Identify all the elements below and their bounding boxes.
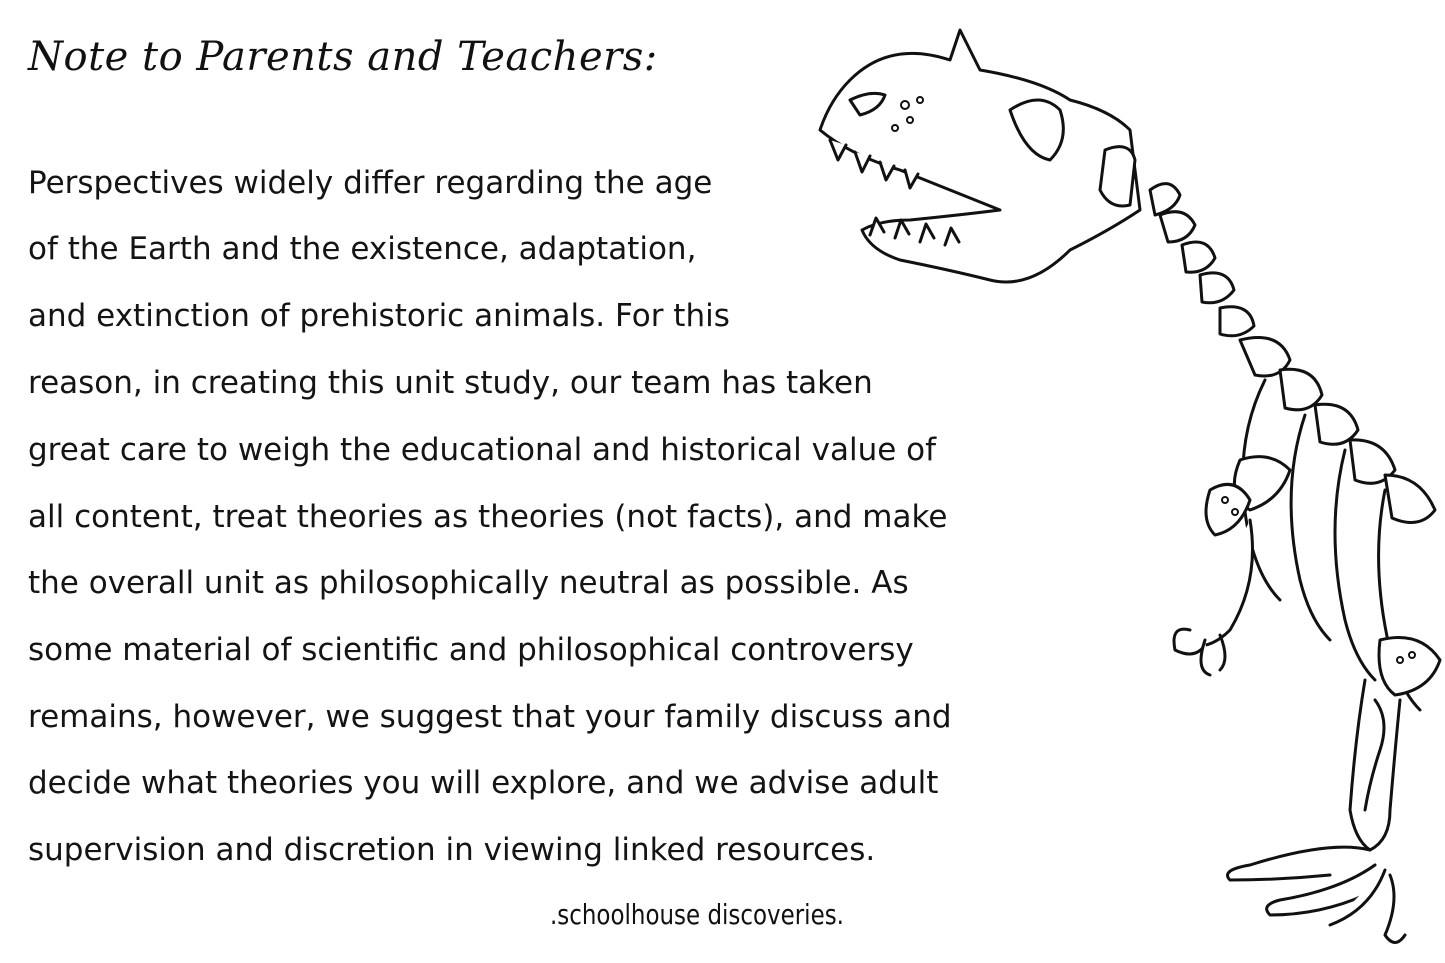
note-line: remains, however, we suggest that your family discuss and	[28, 699, 952, 735]
note-title: Note to Parents and Teachers:	[28, 34, 658, 80]
note-line: great care to weigh the educational and historical value of	[28, 432, 937, 468]
note-line: the overall unit as philosophically neutral as possible. As	[28, 565, 909, 601]
note-line: and extinction of prehistoric animals. For this	[28, 298, 730, 334]
note-line: reason, in creating this unit study, our team has taken	[28, 365, 873, 401]
brand-signature: .schoolhouse discoveries.	[550, 898, 844, 931]
note-line: all content, treat theories as theories (not facts), and make	[28, 499, 948, 535]
note-line: Perspectives widely differ regarding the age	[28, 165, 713, 201]
note-line: supervision and discretion in viewing linked resources.	[28, 832, 876, 868]
dinosaur-skeleton-icon	[810, 20, 1445, 950]
note-line: decide what theories you will explore, and we advise adult	[28, 765, 939, 801]
note-line: some material of scientific and philosophical controversy	[28, 632, 914, 668]
note-line: of the Earth and the existence, adaptation,	[28, 231, 697, 267]
